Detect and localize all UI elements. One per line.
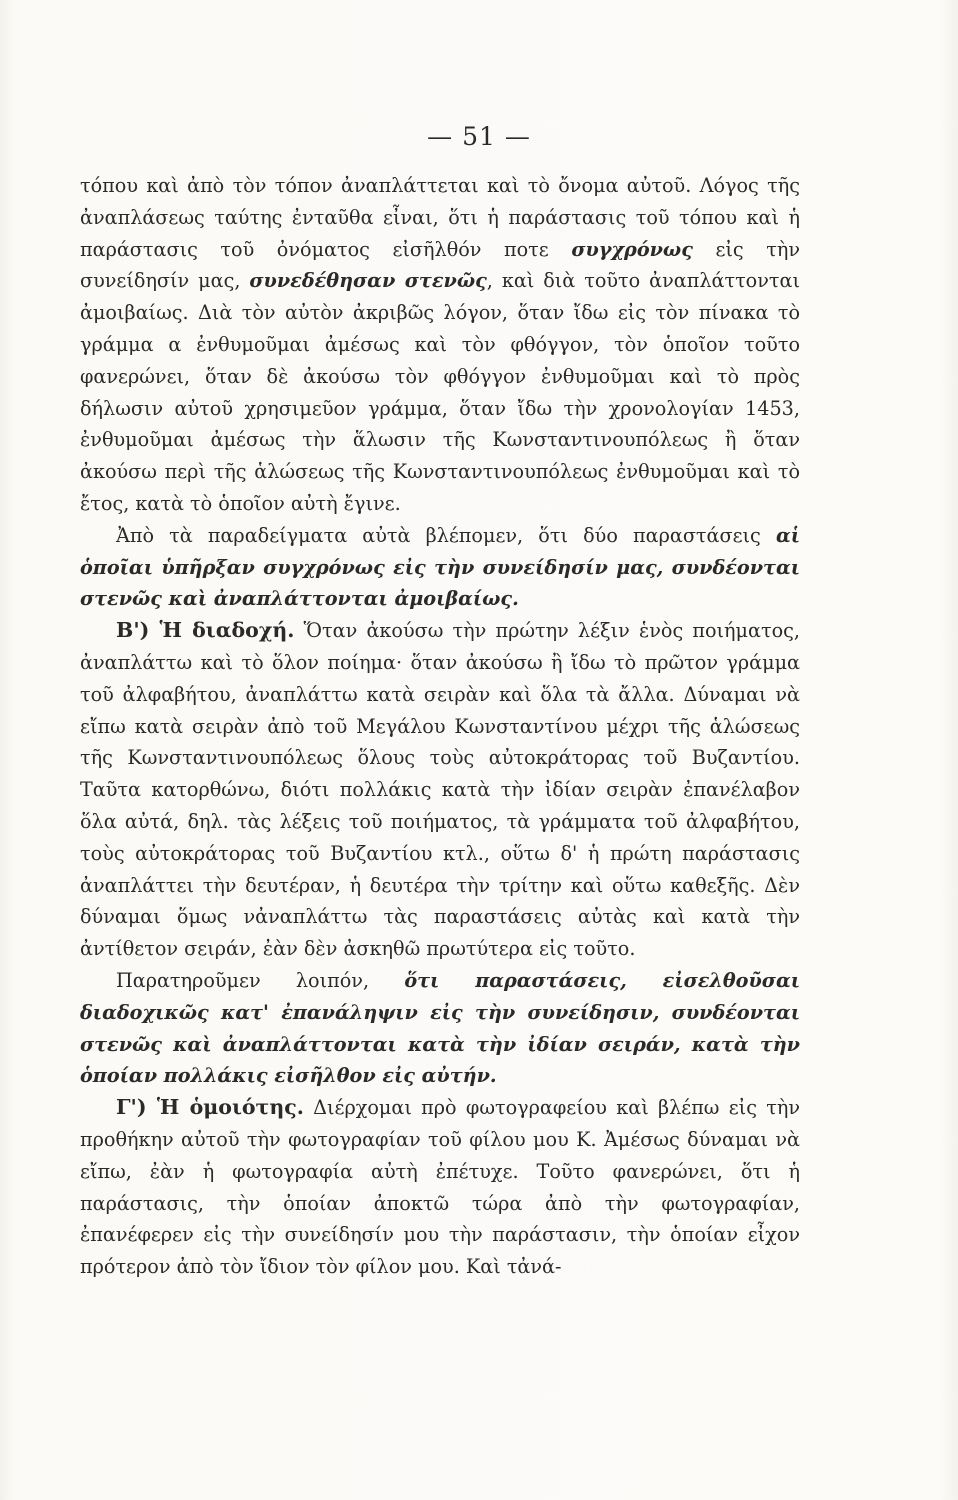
text-run: τόπου καὶ ἀπὸ τὸν τόπον ἀναπλάττεται καὶ τὸ ὄνομα αὐτοῦ. Λόγος τῆς ἀναπλάσεως ταύτης ἐνταῦθα εἶναι, ὅτι ἡ παράστασις τοῦ τόπου καὶ ἡ παράστασις τοῦ ὀνόματος εἰσῆλθόν ποτε <box>80 174 800 261</box>
text-run: Ὅταν ἀκούσω τὴν πρώτην λέξιν ἑνὸς ποιήματος, ἀναπλάττω καὶ τὸ ὅλον ποίημα· ὅταν ἀκούσω ἢ ἴδω τὸ πρῶτον γράμμα τοῦ ἀλφαβήτου, ἀναπλάττω κατὰ σειρὰν καὶ ὅλα τὰ ἄλλα. Δύναμαι νὰ εἴπω κατὰ σειρὰν ἀπὸ τοῦ Μεγάλου Κωνσταντίνου μέχρι τῆς ἁλώσεως τῆς Κωνσταντινουπόλεως ὅλους τοὺς αὐτοκράτορας τοῦ Βυζαντίου. Ταῦτα κατορθώνω, διότι πολλάκις κατὰ τὴν ἰδίαν σειρὰν ἐπανέλαβον ὅλα αὐτά, δηλ. τὰς λέξεις τοῦ ποιήματος, τὰ γράμματα τοῦ ἀλφαβήτου, τοὺς αὐτοκράτορας τοῦ Βυζαντίου κτλ., οὕτω δ' ἡ πρώτη παράστασις ἀναπλάττει τὴν δευτέραν, ἡ δευτέρα τὴν τρίτην καὶ οὕτω καθεξῆς. Δὲν δύναμαι ὅμως νἀναπλάττω τὰς παραστάσεις αὐτὰς καὶ κατὰ τὴν ἀντίθετον σειράν, ἐὰν δὲν ἀσκηθῶ πρωτύτερα εἰς τοῦτο. <box>80 619 800 961</box>
paragraph-2 <box>80 520 800 615</box>
emphasis: ὅτι παραστάσεις, εἰσελθοῦσαι διαδοχικῶς κατ' ἐπανάληψιν εἰς τὴν συνείδησιν, συνδέονται στενῶς καὶ ἀναπλάττονται κατὰ τὴν ἰδίαν σειράν, κατὰ τὴν ὁποίαν πολλάκις εἰσῆλθον εἰς αὐτήν. <box>80 968 800 1088</box>
section-heading-b: Β') Ἡ διαδοχή. <box>116 618 295 643</box>
body-text <box>80 170 800 1283</box>
emphasis: αἱ ὁποῖαι ὑπῆρξαν συγχρόνως εἰς τὴν συνείδησίν μας, συνδέονται στενῶς καὶ ἀναπλάττονται ἀμοιβαίως. <box>80 523 800 611</box>
text-run: Παρατηροῦμεν λοιπόν, <box>116 968 405 992</box>
text-run: Ἀπὸ τὰ παραδείγματα αὐτὰ βλέπομεν, ὅτι δύο παραστάσεις <box>116 523 776 547</box>
emphasis: συνεδέθησαν στενῶς <box>249 269 487 293</box>
paragraph-4 <box>80 965 800 1092</box>
paragraph-3 <box>80 615 800 965</box>
text-run: , καὶ διὰ τοῦτο ἀναπλάττονται ἀμοιβαίως. Διὰ τὸν αὐτὸν ἀκριβῶς λόγον, ὅταν ἴδω εἰς τὸν πίνακα τὸ γράμμα α ἐνθυμοῦμαι ἀμέσως καὶ τὸν φθόγγον, τὸν ὁποῖον τοῦτο φανερώνει, ὅταν δὲ ἀκούσω τὸν φθόγγον ἐνθυμοῦμαι καὶ τὸ πρὸς δήλωσιν αὐτοῦ χρησιμεῦον γράμμα, ὅταν ἴδω τὴν χρονολογίαν 1453, ἐνθυμοῦμαι ἀμέσως τὴν ἅλωσιν τῆς Κωνσταντινουπόλεως ἢ ὅταν ἀκούσω περὶ τῆς ἁλώσεως τῆς Κωνσταντινουπόλεως ἐνθυμοῦμαι καὶ τὸ ἔτος, κατὰ τὸ ὁποῖον αὐτὴ ἔγινε. <box>80 269 800 515</box>
page-number: — 51 — <box>427 122 531 151</box>
paragraph-5 <box>80 1092 800 1283</box>
emphasis: συγχρόνως <box>571 237 693 261</box>
paragraph-1 <box>80 170 800 520</box>
section-heading-c: Γ') Ἡ ὁμοιότης. <box>116 1095 304 1120</box>
text-run: εἰς τὴν συνείδησίν μας, <box>80 237 801 293</box>
text-run: Διέρχομαι πρὸ φωτογραφείου καὶ βλέπω εἰς τὴν προθήκην αὐτοῦ τὴν φωτογραφίαν τοῦ φίλου μου Κ. Ἀμέσως δύναμαι νὰ εἴπω, ἐὰν ἡ φωτογραφία αὐτὴ ἐπέτυχε. Τοῦτο φανερώνει, ὅτι ἡ παράστασις, τὴν ὁποίαν ἀποκτῶ τώρα ἀπὸ τὴν φωτογραφίαν, ἐπανέφερεν εἰς τὴν συνείδησίν μου τὴν παράστασιν, τὴν ὁποίαν εἶχον πρότερον ἀπὸ τὸν ἴδιον τὸν φίλον μου. Καὶ τἀνά- <box>80 1096 801 1279</box>
